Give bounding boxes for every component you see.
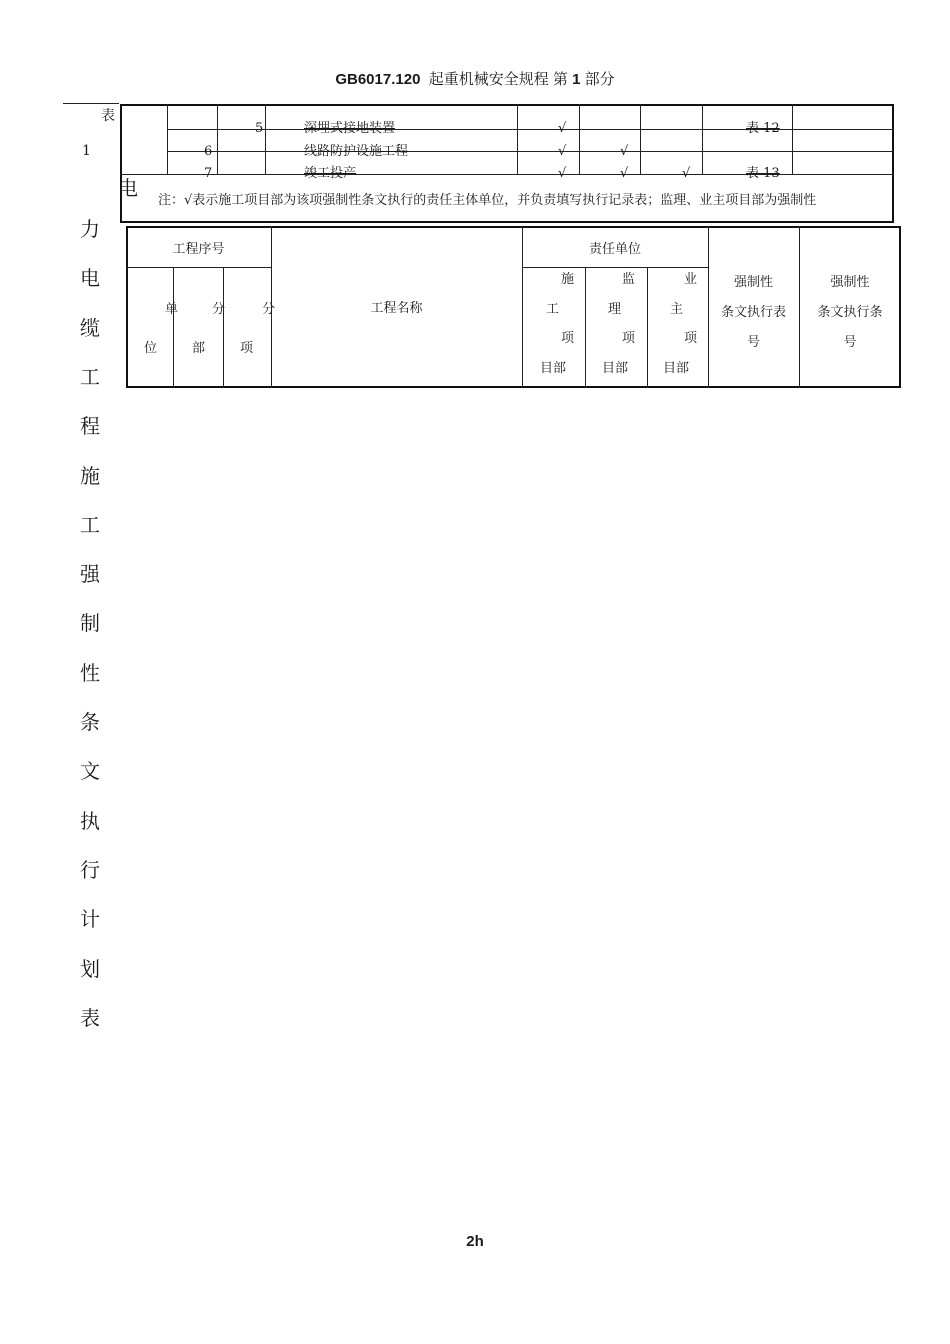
project-name: 竣工投产 (304, 166, 357, 181)
page-footer: 2h (466, 1233, 484, 1250)
vertical-title-char: 力 (80, 217, 100, 241)
header-jl-1: 监 (622, 272, 636, 287)
row-divider (167, 129, 894, 130)
vertical-title-char: 表 (80, 1005, 100, 1030)
header-yz-3: 项 (684, 331, 698, 346)
vertical-title-char: 工 (80, 364, 100, 389)
check-mark: √ (620, 144, 629, 159)
check-mark: √ (620, 166, 629, 181)
row-number: 6 (204, 144, 213, 159)
header-sg-1: 施 (561, 272, 575, 287)
header-responsible-unit: 责任单位 (588, 242, 641, 257)
header-article-no (799, 268, 901, 358)
header-table-no-line: 号 (746, 335, 760, 350)
vertical-title-char: 计 (80, 907, 100, 932)
vertical-title-char: 电 (80, 266, 100, 291)
header-dan: 单 (165, 302, 179, 317)
header-sg-3: 项 (561, 331, 575, 346)
vertical-title-char: 条 (80, 710, 100, 734)
project-name: 深埋式接地装置 (304, 121, 396, 136)
standard-title: 起重机械安全规程 第 (428, 71, 568, 88)
row-divider (126, 267, 271, 268)
table-note: 注：√表示施工项目部为该项强制性条文执行的责任主体单位，并负责填写执行记录表；监理、业主项目部为强制性 (158, 193, 817, 208)
col-divider (217, 104, 218, 174)
col-divider (173, 267, 174, 388)
check-mark: √ (682, 166, 691, 181)
vertical-title-char: 强 (80, 562, 100, 587)
header-xiang: 项 (240, 341, 254, 356)
col-divider (640, 104, 641, 174)
divider (63, 103, 119, 104)
check-mark: √ (558, 166, 567, 181)
header-jl-3: 项 (622, 331, 636, 346)
header-table-no-line: 强制性 (733, 275, 773, 290)
row-divider (522, 267, 708, 268)
col-divider (792, 104, 793, 174)
header-yz-2: 主 (670, 302, 684, 317)
header-table-no-line: 条文执行表 (720, 305, 786, 320)
header-article-no-line: 条文执行条 (817, 305, 883, 320)
vertical-title-char: 制 (80, 611, 100, 636)
vertical-title-char: 程 (80, 414, 100, 439)
col-divider (585, 267, 586, 388)
vertical-title-char: 性 (80, 660, 100, 685)
record-table-no: 表 13 (746, 166, 780, 181)
header-yz-4: 目部 (663, 361, 690, 376)
table-label: 表 (101, 108, 115, 124)
vertical-title-char: 文 (80, 759, 100, 784)
row-number: 7 (204, 166, 213, 181)
header-fen-1: 分 (212, 302, 226, 317)
col-divider (579, 104, 580, 174)
vertical-title-char: 工 (80, 512, 100, 537)
col-divider (223, 267, 224, 388)
header-yz-1: 业 (684, 272, 698, 287)
page-header (0, 68, 950, 89)
side-char-dian: 电 (118, 176, 138, 200)
vertical-title-char: 施 (80, 463, 100, 488)
header-seq: 工程序号 (172, 242, 225, 257)
check-mark: √ (558, 121, 567, 136)
standard-code: GB6017.120 (335, 71, 421, 88)
header-article-no-line: 强制性 (830, 275, 870, 290)
record-table-no: 表 12 (746, 121, 780, 136)
header-jl-4: 目部 (602, 361, 629, 376)
table-number: 1 (82, 143, 91, 159)
col-divider (702, 104, 703, 174)
header-bu: 部 (192, 341, 206, 356)
header-jl-2: 理 (608, 302, 622, 317)
col-divider (517, 104, 518, 174)
header-sg-2: 工 (546, 302, 560, 317)
check-mark: √ (558, 144, 567, 159)
part-number: 1 (572, 71, 581, 88)
vertical-title-char: 行 (80, 857, 100, 882)
project-name: 线路防护设施工程 (304, 144, 409, 159)
vertical-title-char: 划 (80, 956, 100, 981)
vertical-title-char: 执 (80, 808, 100, 833)
header-project-name: 工程名称 (370, 301, 423, 316)
row-divider (167, 151, 894, 152)
part-suffix: 部分 (584, 71, 615, 88)
header-wei: 位 (144, 341, 158, 356)
vertical-title-char: 缆 (80, 315, 100, 340)
header-sg-4: 目部 (540, 361, 567, 376)
col-divider (647, 267, 648, 388)
header-table-no (708, 268, 799, 358)
row-number: 5 (255, 121, 264, 136)
header-article-no-line: 号 (843, 335, 857, 350)
col-divider (265, 104, 266, 174)
header-fen-2: 分 (262, 302, 276, 317)
col-divider (167, 104, 168, 174)
